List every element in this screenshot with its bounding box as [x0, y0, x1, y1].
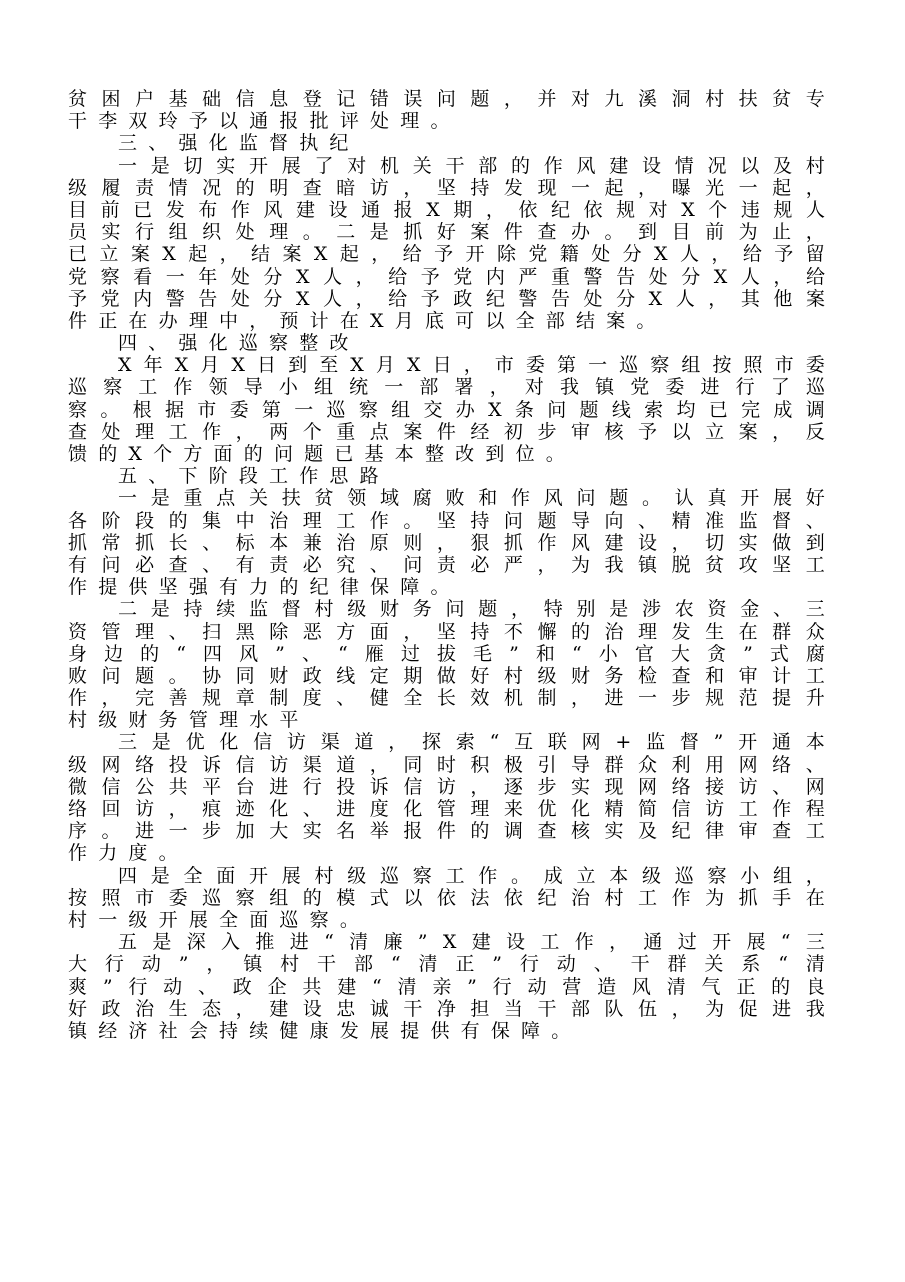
text-line: 三 、 强 化 监 督 执 纪 [118, 132, 349, 155]
text-line: 大 行 动 ” ， 镇 村 干 部 “ 清 正 ” 行 动 、 干 群 关 系 “ 清 [68, 953, 825, 976]
text-line: 一 是 重 点 关 扶 贫 领 域 腐 败 和 作 风 问 题 。 认 真 开 展 好 [118, 487, 825, 510]
text-line: 干 李 双 玲 予 以 通 报 批 评 处 理 。 [68, 110, 450, 133]
text-line: 三 是 优 化 信 访 渠 道 ， 探 索 “ 互 联 网 + 监 督 ” 开 通 本 [118, 731, 825, 754]
text-line: 微 信 公 共 平 台 进 行 投 诉 信 访 ， 逐 步 实 现 网 络 接 访 、 网 [68, 775, 825, 798]
text-line: 村 级 财 务 管 理 水 平 [68, 709, 299, 732]
text-line: 予 党 内 警 告 处 分 X 人 ， 给 予 政 纪 警 告 处 分 X 人 ， 其 他 案 [68, 287, 825, 310]
text-line: 资 管 理 、 扫 黑 除 恶 方 面 ， 坚 持 不 懈 的 治 理 发 生 在 群 众 [68, 620, 825, 643]
text-line: 已 立 案 X 起 ， 结 案 X 起 ， 给 予 开 除 党 籍 处 分 X 人 ， 给 予 留 [68, 243, 825, 266]
text-line: 败 问 题 。 协 同 财 政 线 定 期 做 好 村 级 财 务 检 查 和 审 计 工 [68, 664, 825, 687]
text-line: 五 、 下 阶 段 工 作 思 路 [118, 465, 379, 488]
text-line: 贫 困 户 基 础 信 息 登 记 错 误 问 题 ， 并 对 九 溪 洞 村 扶 贫 专 [68, 88, 825, 110]
text-line: 员 实 行 组 织 处 理 。 二 是 抓 好 案 件 查 办 。 到 目 前 为 止 ， [68, 221, 825, 244]
text-line: 党 察 看 一 年 处 分 X 人 ， 给 予 党 内 严 重 警 告 处 分 X 人 ， 给 [68, 265, 825, 288]
text-line: 身 边 的 “ 四 风 ” 、 “ 雁 过 拔 毛 ” 和 “ 小 官 大 贪 ” 式 腐 [68, 642, 825, 665]
text-line: 察 。 根 据 市 委 第 一 巡 察 组 交 办 X 条 问 题 线 索 均 已 完 成 调 [68, 398, 825, 421]
text-line: 爽 ” 行 动 、 政 企 共 建 “ 清 亲 ” 行 动 营 造 风 清 气 正 的 良 [68, 975, 825, 998]
text-line: 四 是 全 面 开 展 村 级 巡 察 工 作 。 成 立 本 级 巡 察 小 组 ， [118, 864, 825, 887]
text-line: 级 网 络 投 诉 信 访 渠 道 ， 同 时 积 极 引 导 群 众 利 用 网 络 、 [68, 753, 825, 776]
text-line: 二 是 持 续 监 督 村 级 财 务 问 题 ， 特 别 是 涉 农 资 金 、 三 [118, 598, 825, 621]
text-line: 级 履 责 情 况 的 明 查 暗 访 ， 坚 持 发 现 一 起 ， 曝 光 一 起 ， [68, 176, 825, 199]
text-line: 件 正 在 办 理 中 ， 预 计 在 X 月 底 可 以 全 部 结 案 。 [68, 309, 656, 332]
text-line: 按 照 市 委 巡 察 组 的 模 式 以 依 法 依 纪 治 村 工 作 为 抓 手 在 [68, 886, 825, 909]
text-line: 五 是 深 入 推 进 “ 清 廉 ” X 建 设 工 作 ， 通 过 开 展 “ 三 [118, 931, 825, 954]
text-line: 镇 经 济 社 会 持 续 健 康 发 展 提 供 有 保 障 。 [68, 1019, 571, 1042]
text-line: 巡 察 工 作 领 导 小 组 统 一 部 署 ， 对 我 镇 党 委 进 行 了 巡 [68, 376, 825, 399]
text-line: 各 阶 段 的 集 中 治 理 工 作 。 坚 持 问 题 导 向 、 精 准 监 督 、 [68, 509, 825, 532]
text-line: 有 问 必 查 、 有 责 必 究 、 问 责 必 严 ， 为 我 镇 脱 贫 攻 坚 工 [68, 553, 825, 576]
text-line: 作 提 供 坚 强 有 力 的 纪 律 保 障 。 [68, 576, 450, 599]
text-line: 馈 的 X 个 方 面 的 问 题 已 基 本 整 改 到 位 。 [68, 443, 565, 465]
text-line: 抓 常 抓 长 、 标 本 兼 治 原 则 ， 狠 抓 作 风 建 设 ， 切 实 做 到 [68, 531, 825, 554]
text-line: 序 。 进 一 步 加 大 实 名 举 报 件 的 调 查 核 实 及 纪 律 审 查 工 [68, 820, 825, 843]
text-line: 四 、 强 化 巡 察 整 改 [118, 332, 349, 355]
text-line: 目 前 已 发 布 作 风 建 设 通 报 X 期 ， 依 纪 依 规 对 X 个 违 规 人 [68, 198, 825, 221]
text-line: 村 一 级 开 展 全 面 巡 察 。 [68, 908, 359, 931]
text-line: 好 政 治 生 态 ， 建 设 忠 诚 干 净 担 当 干 部 队 伍 ， 为 促 进 我 [68, 997, 825, 1020]
text-line: 作 力 度 。 [68, 842, 178, 865]
text-line: 络 回 访 ， 痕 迹 化 、 进 度 化 管 理 来 优 化 精 简 信 访 工 作 程 [68, 798, 825, 820]
text-line: X 年 X 月 X 日 到 至 X 月 X 日 ， 市 委 第 一 巡 察 组 按 照 市 委 [118, 354, 825, 377]
text-line: 一 是 切 实 开 展 了 对 机 关 干 部 的 作 风 建 设 情 况 以 及 村 [118, 154, 825, 177]
document-page [68, 88, 825, 1042]
text-line: 作 ， 完 善 规 章 制 度 、 健 全 长 效 机 制 ， 进 一 步 规 范 提 升 [68, 687, 825, 710]
text-line: 查 处 理 工 作 ， 两 个 重 点 案 件 经 初 步 审 核 予 以 立 案 ， 反 [68, 420, 825, 443]
